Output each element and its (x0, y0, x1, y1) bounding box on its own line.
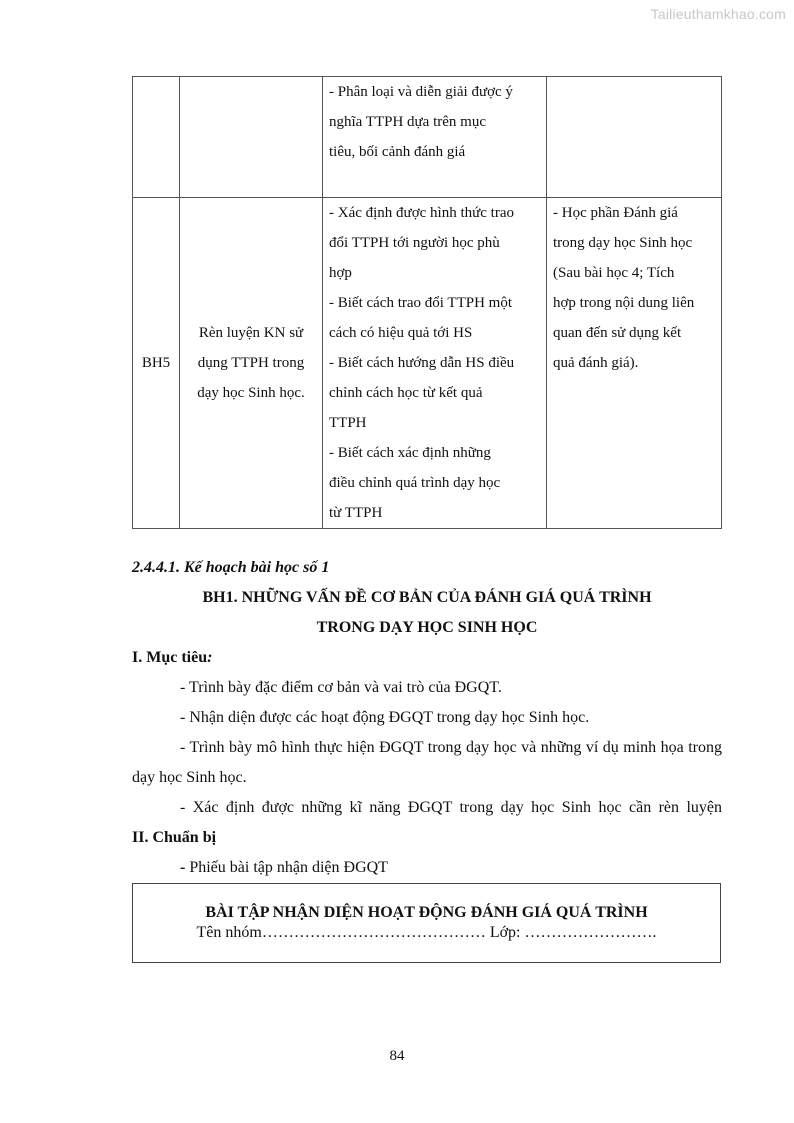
section-heading: 2.4.4.1. Kế hoạch bài học số 1 (132, 559, 330, 576)
cell-line: từ TTPH (329, 505, 383, 521)
preparation-item: - Phiếu bài tập nhận diện ĐGQT (180, 859, 388, 876)
lesson-title-line-2: TRONG DẠY HỌC SINH HỌC (316, 619, 538, 636)
exercise-title: BÀI TẬP NHẬN DIỆN HOẠT ĐỘNG ĐÁNH GIÁ QUÁ TRÌNH (205, 904, 648, 921)
objective-item: - Trình bày đặc điểm cơ bản và vai trò của ĐGQT. (180, 679, 502, 696)
cell-line: đổi TTPH tới người học phù (329, 235, 500, 251)
table-row (133, 198, 722, 529)
integration-cell (547, 198, 722, 529)
cell-line: cách có hiệu quả tới HS (329, 325, 473, 341)
objectives-heading: I. Mục tiêu: (132, 649, 213, 666)
table-row (133, 77, 722, 198)
objective-item: - Trình bày mô hình thực hiện ĐGQT trong dạy học và những ví dụ minh họa trong dạy học Sinh học. (132, 739, 722, 786)
lesson-title-line-1: BH1. NHỮNG VẤN ĐỀ CƠ BẢN CỦA ĐÁNH GIÁ QUÁ TRÌNH (202, 589, 652, 606)
cell-line: hợp trong nội dung liên (553, 295, 695, 311)
cell-line: - Biết cách xác định những (329, 445, 491, 461)
lesson-plan-table (132, 76, 722, 529)
objective-item: - Nhận diện được các hoạt động ĐGQT trong dạy học Sinh học. (180, 709, 590, 726)
table-cell (323, 77, 547, 198)
table-cell (133, 77, 180, 198)
cell-line: trong dạy học Sinh học (553, 235, 693, 251)
cell-line: dụng TTPH trong (197, 355, 305, 371)
cell-line: dạy học Sinh học. (197, 385, 305, 401)
objective-item: - Xác định được những kĩ năng ĐGQT trong dạy học Sinh học cần rèn luyện (180, 799, 722, 816)
lesson-section (132, 553, 722, 883)
cell-line: - Xác định được hình thức trao (329, 205, 514, 221)
watermark: Tailieuthamkhao.com (650, 6, 786, 22)
cell-line: tiêu, bối cảnh đánh giá (329, 144, 466, 160)
page-number: 84 (389, 1048, 405, 1064)
cell-line: quan đến sử dụng kết (553, 325, 682, 341)
cell-line: (Sau bài học 4; Tích (553, 265, 675, 281)
table-cell (547, 77, 722, 198)
cell-line: TTPH (329, 415, 367, 431)
objective-cell (323, 198, 547, 529)
cell-line: chỉnh cách học từ kết quả (329, 385, 483, 401)
cell-line: nghĩa TTPH dựa trên mục (329, 114, 486, 130)
cell-line: - Biết cách hướng dẫn HS điều (329, 355, 515, 371)
cell-line: - Biết cách trao đổi TTPH một (329, 295, 513, 311)
cell-line: quả đánh giá). (553, 355, 639, 371)
lesson-code-cell (133, 198, 180, 529)
group-class-line: Tên nhóm…………………………………… Lớp: ……………………. (196, 924, 657, 941)
table-cell (180, 77, 323, 198)
cell-line: Rèn luyện KN sử (198, 325, 304, 341)
lesson-code: BH5 (141, 354, 171, 371)
cell-line: điều chỉnh quá trình dạy học (329, 475, 501, 491)
preparation-heading: II. Chuẩn bị (132, 829, 217, 846)
exercise-box (132, 883, 721, 963)
cell-line: hợp (329, 265, 352, 281)
cell-line: - Phân loại và diễn giải được ý (329, 84, 513, 100)
skill-cell (180, 198, 323, 529)
cell-line: - Học phần Đánh giá (553, 205, 678, 221)
